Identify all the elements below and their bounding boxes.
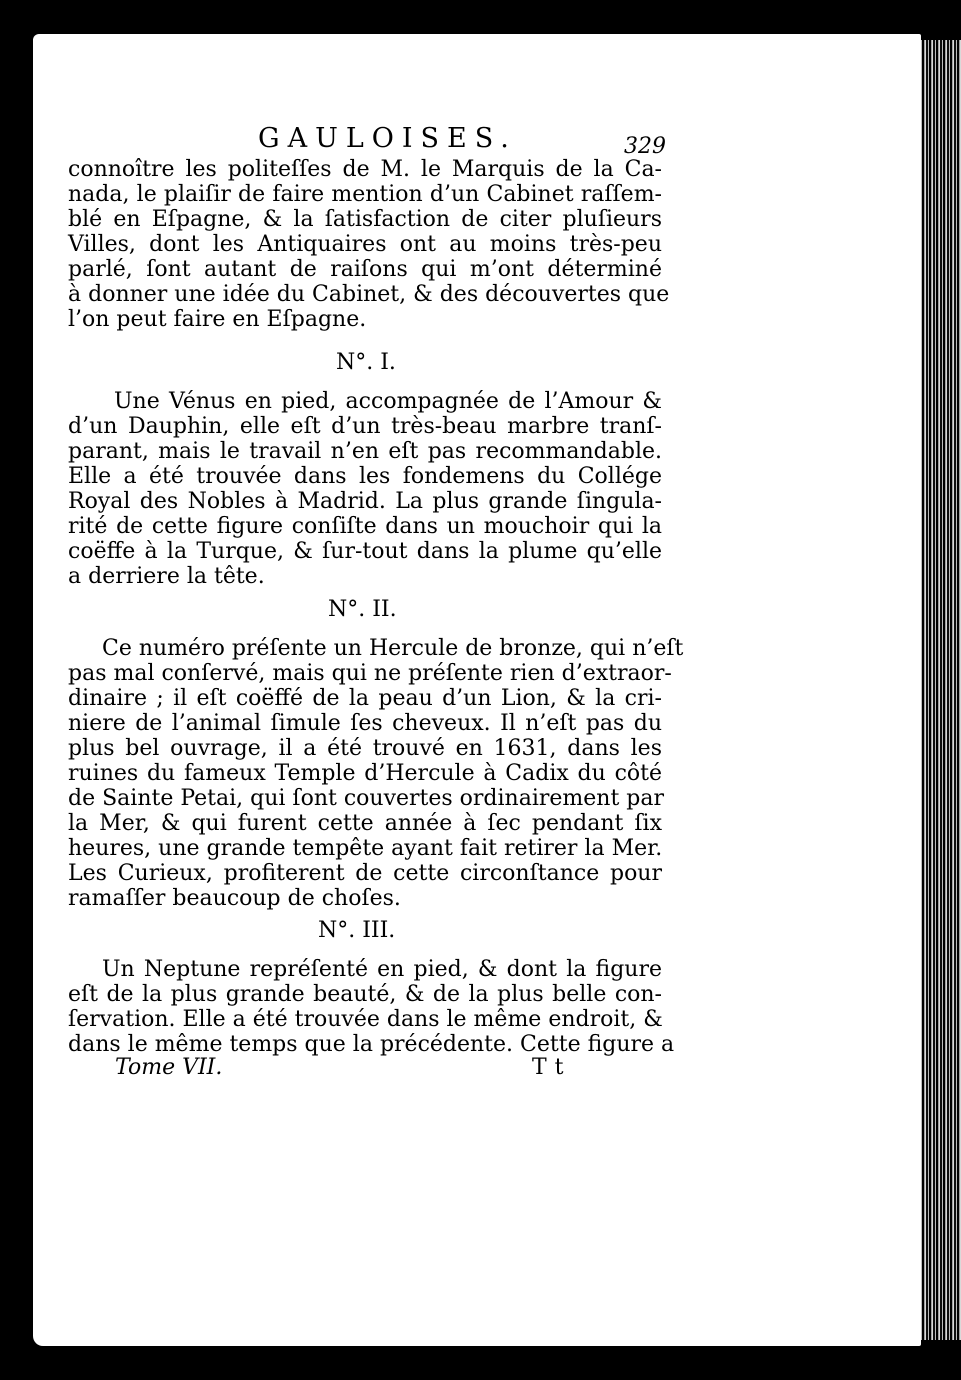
text-line: Les Curieux, profiterent de cette circonſtance pour [68,861,662,886]
text-line: niere de l’animal ſimule ſes cheveux. Il n’eſt pas du [68,711,662,736]
text-line: d’un Dauphin, elle eſt d’un très-beau marbre tranſ- [68,414,662,439]
section-paragraph-2 [68,636,684,911]
running-head: GAULOISES. [258,123,517,154]
text-line: plus bel ouvrage, il a été trouvé en 1631, dans les [68,736,662,761]
section-heading-3: N°. III. [318,918,396,943]
section-heading-2: N°. II. [328,597,397,622]
section-heading-1: N°. I. [336,350,396,375]
text-line: de Sainte Petai, qui ſont couvertes ordinairement par [68,786,665,811]
text-line: dans le même temps que la précédente. Cette figure a [68,1032,675,1057]
text-line: ruines du fameux Temple d’Hercule à Cadix du côté [68,761,662,786]
text-line: blé en Eſpagne, & la ſatisfaction de citer pluſieurs [68,207,662,232]
text-line: Elle a été trouvée dans les fondemens du Collége [68,464,662,489]
section-paragraph-3 [68,957,675,1057]
text-line: Ce numéro préſente un Hercule de bronze, qui n’eſt [102,636,684,661]
text-line: ramaſſer beaucoup de choſes. [68,886,401,911]
volume-label: Tome VII. [115,1055,223,1080]
text-line: dinaire ; il eſt coëffé de la peau d’un Lion, & la cri- [68,686,662,711]
text-line: à donner une idée du Cabinet, & des découvertes que [68,282,670,307]
text-line: eſt de la plus grande beauté, & de la plus belle con- [68,982,662,1007]
section-paragraph-1 [68,389,662,589]
text-line: a derriere la tête. [68,564,265,589]
text-line: Villes, dont les Antiquaires ont au moins très-peu [68,232,662,257]
text-line: pas mal conſervé, mais qui ne préſente rien d’extraor- [68,661,672,686]
text-line: ſervation. Elle a été trouvée dans le même endroit, & [68,1007,663,1032]
text-line: parant, mais le travail n’en eſt pas recommandable. [68,439,662,464]
text-line: heures, une grande tempête ayant fait retirer la Mer. [68,836,663,861]
intro-paragraph [68,157,670,332]
signature-mark: Tt [532,1055,572,1080]
text-line: parlé, ſont autant de raiſons qui m’ont déterminé [68,257,662,282]
text-line: Royal des Nobles à Madrid. La plus grande ſingula- [68,489,662,514]
text-line: Une Vénus en pied, accompagnée de l’Amour & [114,389,662,414]
text-line: Un Neptune repréſenté en pied, & dont la figure [102,957,662,982]
text-line: nada, le plaiſir de faire mention d’un Cabinet raſſem- [68,182,662,207]
page-edge-shadow [918,40,961,1340]
text-line: la Mer, & qui furent cette année à ſec pendant ſix [68,811,662,836]
text-line: connoître les politeſſes de M. le Marquis de la Ca- [68,157,662,182]
text-line: rité de cette figure conſiſte dans un mouchoir qui la [68,514,662,539]
page-number: 329 [624,134,666,159]
text-line: l’on peut faire en Eſpagne. [68,307,367,332]
text-line: coëffe à la Turque, & ſur-tout dans la plume qu’elle [68,539,662,564]
